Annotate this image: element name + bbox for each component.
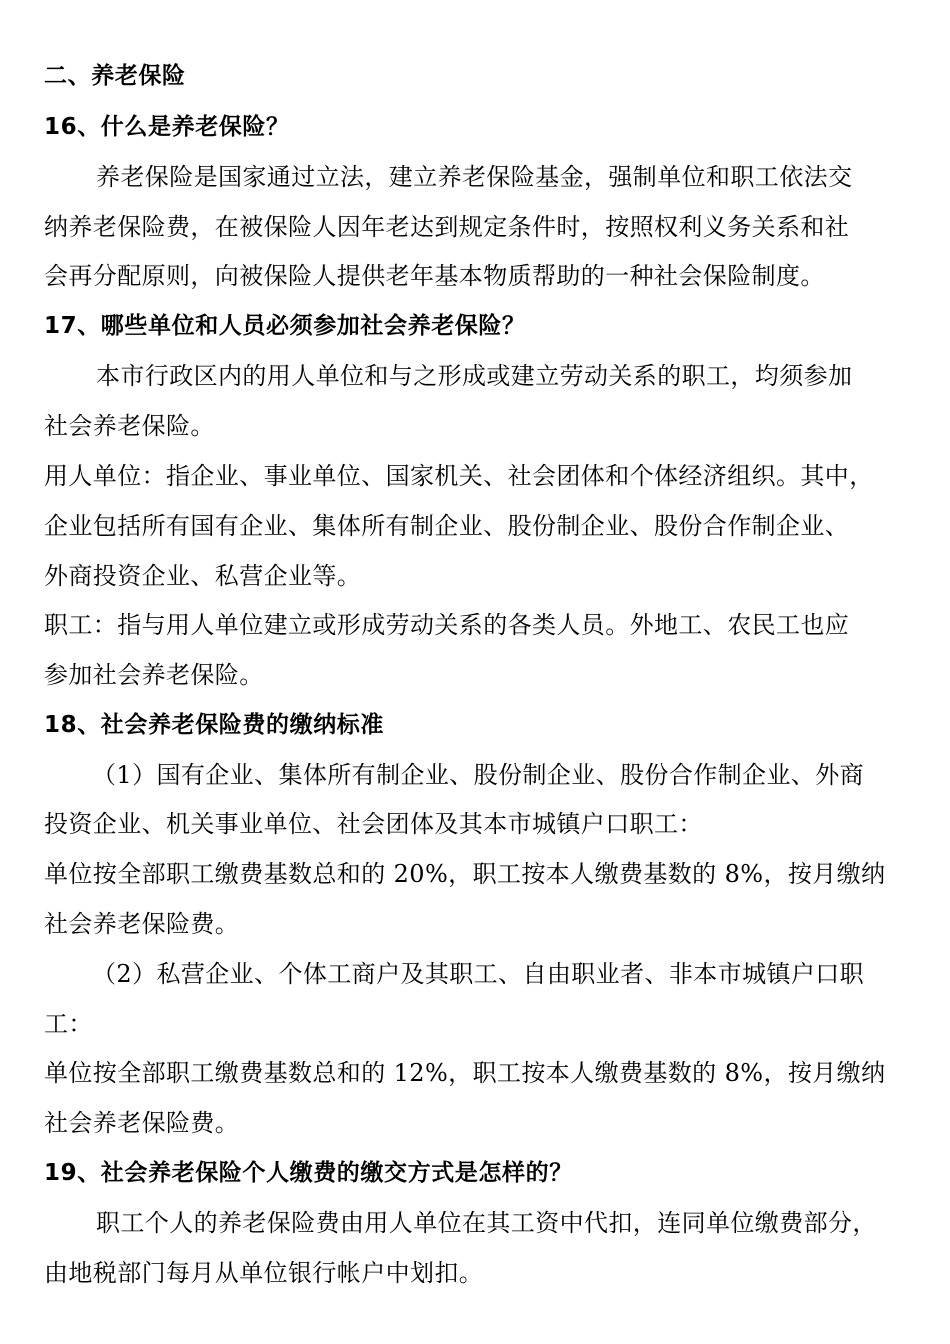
q17-line-4: 企业包括所有国有企业、集体所有制企业、股份制企业、股份合作制企业、: [44, 512, 850, 540]
q19-line-1: 职工个人的养老保险费由用人单位在其工资中代扣，连同单位缴费部分，: [96, 1209, 877, 1237]
q18-line-7: 单位按全部职工缴费基数总和的 12%，职工按本人缴费基数的 8%，按月缴纳: [44, 1059, 886, 1087]
q16-line-2: 纳养老保险费，在被保险人因年老达到规定条件时，按照权利义务关系和社: [44, 213, 850, 241]
q17-line-3: 用人单位：指企业、事业单位、国家机关、社会团体和个体经济组织。其中，: [44, 462, 874, 490]
q16-line-3: 会再分配原则，向被保险人提供老年基本物质帮助的一种社会保险制度。: [44, 262, 825, 290]
q18-line-2: 投资企业、机关事业单位、社会团体及其本市城镇户口职工：: [44, 810, 703, 838]
q18-line-4: 社会养老保险费。: [44, 910, 240, 938]
q18-line-8: 社会养老保险费。: [44, 1109, 240, 1137]
q17-line-2: 社会养老保险。: [44, 412, 215, 440]
q19-line-2: 由地税部门每月从单位银行帐户中划扣。: [44, 1259, 484, 1287]
q18-line-6: 工：: [44, 1010, 93, 1038]
question-16-title: 16、什么是养老保险？: [44, 114, 290, 140]
q18-line-1: （1）国有企业、集体所有制企业、股份制企业、股份合作制企业、外商: [92, 761, 865, 789]
q18-line-3: 单位按全部职工缴费基数总和的 20%，职工按本人缴费基数的 8%，按月缴纳: [44, 860, 886, 888]
q17-line-5: 外商投资企业、私营企业等。: [44, 562, 362, 590]
question-18-title: 18、社会养老保险费的缴纳标准: [44, 712, 385, 738]
question-19-title: 19、社会养老保险个人缴费的缴交方式是怎样的？: [44, 1160, 573, 1186]
q18-line-5: （2）私营企业、个体工商户及其职工、自由职业者、非本市城镇户口职: [92, 960, 865, 988]
q17-line-6: 职工：指与用人单位建立或形成劳动关系的各类人员。外地工、农民工也应: [44, 611, 850, 639]
q16-line-1: 养老保险是国家通过立法，建立养老保险基金，强制单位和职工依法交: [96, 163, 853, 191]
q17-line-7: 参加社会养老保险。: [44, 661, 264, 689]
q17-line-1: 本市行政区内的用人单位和与之形成或建立劳动关系的职工，均须参加: [96, 362, 853, 390]
question-17-title: 17、哪些单位和人员必须参加社会养老保险？: [44, 313, 526, 339]
section-heading: 二、养老保险: [44, 63, 186, 89]
